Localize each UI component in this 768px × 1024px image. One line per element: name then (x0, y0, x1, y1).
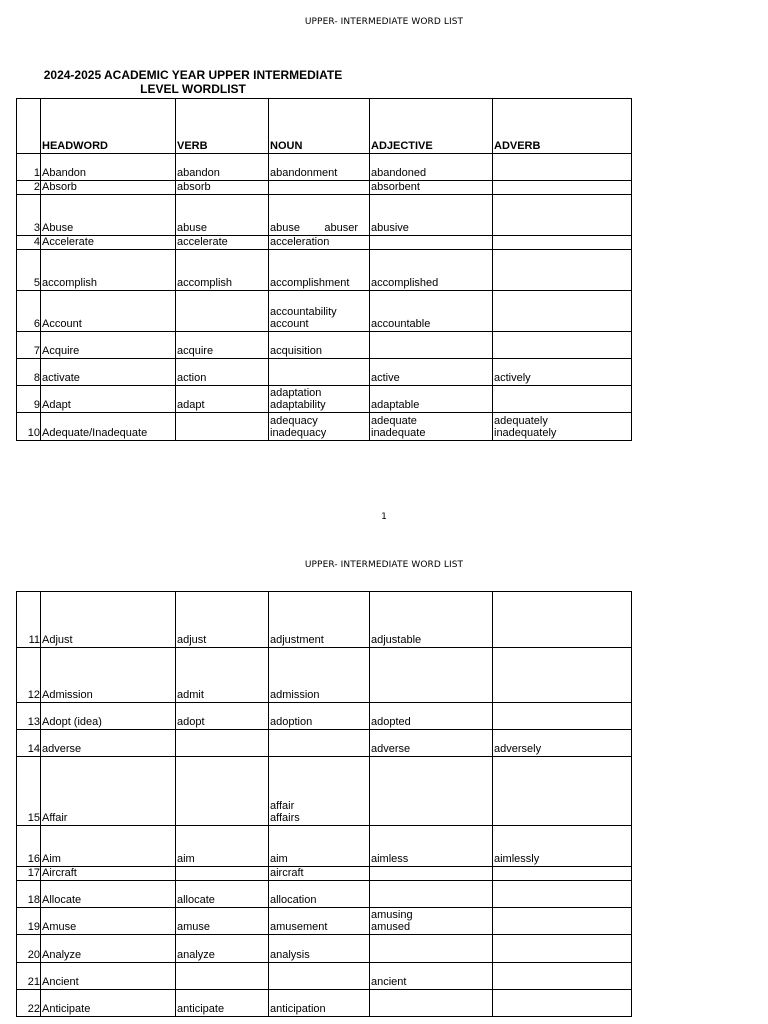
noun-form: anticipation (270, 1003, 326, 1015)
document-title (28, 68, 358, 96)
noun-form: affairs (270, 812, 300, 824)
table-row (17, 881, 632, 908)
adverb-cell (493, 730, 632, 757)
table-row (17, 332, 632, 359)
table-row (17, 935, 632, 963)
adjective-form: abusive (371, 222, 409, 234)
headword-cell: Anticipate (41, 990, 176, 1017)
headword-cell: Affair (41, 757, 176, 826)
adjective-form: adopted (371, 716, 411, 728)
table-row (17, 291, 632, 332)
table-row (17, 648, 632, 703)
adverb-cell (493, 291, 632, 332)
column-header-adverb: ADVERB (493, 99, 632, 154)
row-number: 21 (17, 963, 41, 990)
adverb-cell (493, 935, 632, 963)
table-row (17, 250, 632, 291)
adjective-cell (370, 332, 493, 359)
noun-form: amusement (270, 921, 328, 933)
adjective-form: accountable (371, 318, 431, 330)
row-number: 6 (17, 291, 41, 332)
noun-cell (269, 881, 370, 908)
noun-cell (269, 250, 370, 291)
table-row (17, 730, 632, 757)
verb-cell: adopt (176, 703, 269, 730)
verb-cell (176, 413, 269, 441)
table-header-row (17, 99, 632, 154)
verb-cell: amuse (176, 908, 269, 935)
row-number: 20 (17, 935, 41, 963)
adjective-form: absorbent (371, 181, 420, 193)
page-header-2: UPPER- INTERMEDIATE WORD LIST (304, 560, 464, 570)
headword-cell: Account (41, 291, 176, 332)
headword-cell: Admission (41, 648, 176, 703)
noun-cell (269, 332, 370, 359)
noun-form: adjustment (270, 634, 324, 646)
noun-form: aircraft (270, 867, 304, 879)
column-header-number (17, 99, 41, 154)
row-number: 10 (17, 413, 41, 441)
adjective-cell (370, 730, 493, 757)
headword-cell: Adequate/Inadequate (41, 413, 176, 441)
table-row (17, 236, 632, 250)
headword-cell: Allocate (41, 881, 176, 908)
row-number: 2 (17, 181, 41, 195)
row-number: 11 (17, 592, 41, 648)
verb-cell: abandon (176, 154, 269, 181)
adjective-cell (370, 703, 493, 730)
headword-cell: accomplish (41, 250, 176, 291)
headword-cell: Acquire (41, 332, 176, 359)
verb-cell (176, 867, 269, 881)
adjective-cell (370, 359, 493, 386)
adverb-cell (493, 250, 632, 291)
noun-cell (269, 867, 370, 881)
adjective-cell (370, 881, 493, 908)
table-row (17, 867, 632, 881)
adverb-cell (493, 386, 632, 413)
verb-cell: acquire (176, 332, 269, 359)
noun-cell (269, 935, 370, 963)
adverb-cell (493, 648, 632, 703)
noun-cell (269, 703, 370, 730)
noun-form: accomplishment (270, 277, 350, 289)
adverb-cell (493, 195, 632, 236)
adverb-cell (493, 332, 632, 359)
noun-cell (269, 413, 370, 441)
noun-cell (269, 359, 370, 386)
adjective-cell (370, 867, 493, 881)
table-row (17, 359, 632, 386)
adverb-cell (493, 757, 632, 826)
adjective-form: amusing (371, 909, 413, 921)
verb-cell: admit (176, 648, 269, 703)
table-row (17, 195, 632, 236)
noun-cell (269, 236, 370, 250)
adverb-cell (493, 990, 632, 1017)
verb-cell: action (176, 359, 269, 386)
adjective-cell (370, 195, 493, 236)
verb-cell (176, 291, 269, 332)
verb-cell: accomplish (176, 250, 269, 291)
adjective-cell (370, 291, 493, 332)
adjective-form: adverse (371, 743, 411, 755)
adjective-form: adequate (371, 415, 417, 427)
verb-cell: adapt (176, 386, 269, 413)
noun-form: adaptation (270, 387, 322, 399)
noun-form: allocation (270, 894, 317, 906)
noun-form: abuser (324, 222, 358, 234)
noun-form: adequacy (270, 415, 318, 427)
adverb-cell (493, 236, 632, 250)
adjective-form: active (371, 372, 400, 384)
row-number: 22 (17, 990, 41, 1017)
adjective-form: adaptable (371, 399, 420, 411)
adverb-cell (493, 867, 632, 881)
adjective-form: accomplished (371, 277, 439, 289)
noun-cell (269, 908, 370, 935)
adverb-form: adequately (494, 415, 548, 427)
noun-form: accountability (270, 306, 337, 318)
adverb-cell (493, 963, 632, 990)
headword-cell: Absorb (41, 181, 176, 195)
table-row (17, 963, 632, 990)
row-number: 14 (17, 730, 41, 757)
verb-cell: adjust (176, 592, 269, 648)
headword-cell: Abuse (41, 195, 176, 236)
headword-cell: Aim (41, 826, 176, 867)
adverb-form: aimlessly (494, 853, 540, 865)
adjective-form: amused (371, 921, 411, 933)
adverb-cell (493, 881, 632, 908)
headword-cell: Accelerate (41, 236, 176, 250)
adverb-cell (493, 154, 632, 181)
adverb-form: adversely (494, 743, 542, 755)
noun-form: account (270, 318, 309, 330)
adjective-cell (370, 154, 493, 181)
table-row (17, 908, 632, 935)
verb-cell (176, 757, 269, 826)
page-header-1: UPPER- INTERMEDIATE WORD LIST (304, 17, 464, 27)
noun-cell (269, 181, 370, 195)
headword-cell: adverse (41, 730, 176, 757)
adjective-cell (370, 181, 493, 195)
headword-cell: Amuse (41, 908, 176, 935)
noun-cell (269, 826, 370, 867)
noun-cell (269, 990, 370, 1017)
adjective-cell (370, 826, 493, 867)
adjective-cell (370, 413, 493, 441)
table-row (17, 413, 632, 441)
noun-split (270, 222, 358, 234)
noun-cell (269, 963, 370, 990)
row-number: 16 (17, 826, 41, 867)
verb-cell: anticipate (176, 990, 269, 1017)
wordlist-table-page-1 (16, 98, 632, 441)
table-row (17, 181, 632, 195)
headword-cell: Adjust (41, 592, 176, 648)
title-line-1: 2024-2025 ACADEMIC YEAR UPPER INTERMEDIATE (43, 68, 343, 82)
adverb-cell (493, 592, 632, 648)
adjective-form: adjustable (371, 634, 422, 646)
adjective-cell (370, 963, 493, 990)
verb-cell: abuse (176, 195, 269, 236)
adjective-cell (370, 250, 493, 291)
adjective-form: abandoned (371, 167, 427, 179)
table-row (17, 990, 632, 1017)
column-header-noun: NOUN (269, 99, 370, 154)
adjective-cell (370, 935, 493, 963)
table-row (17, 386, 632, 413)
noun-form: affair (270, 800, 295, 812)
noun-form: acceleration (270, 236, 330, 248)
noun-cell (269, 291, 370, 332)
row-number: 15 (17, 757, 41, 826)
noun-form: aim (270, 853, 288, 865)
noun-form: inadequacy (270, 427, 327, 439)
row-number: 17 (17, 867, 41, 881)
row-number: 18 (17, 881, 41, 908)
noun-cell (269, 592, 370, 648)
noun-cell (269, 757, 370, 826)
adverb-cell (493, 908, 632, 935)
headword-cell: Abandon (41, 154, 176, 181)
headword-cell: Adapt (41, 386, 176, 413)
headword-cell: activate (41, 359, 176, 386)
noun-form: adaptability (270, 399, 326, 411)
column-header-adjective: ADJECTIVE (370, 99, 493, 154)
adverb-form: inadequately (494, 427, 557, 439)
table-row (17, 826, 632, 867)
wordlist-table-page-2 (16, 591, 632, 1017)
row-number: 13 (17, 703, 41, 730)
adjective-cell (370, 990, 493, 1017)
headword-cell: Analyze (41, 935, 176, 963)
verb-cell (176, 730, 269, 757)
row-number: 7 (17, 332, 41, 359)
page-number: 1 (381, 512, 387, 522)
verb-cell: allocate (176, 881, 269, 908)
row-number: 19 (17, 908, 41, 935)
adjective-form: ancient (371, 976, 407, 988)
adjective-cell (370, 386, 493, 413)
row-number: 3 (17, 195, 41, 236)
verb-cell (176, 963, 269, 990)
adverb-cell (493, 359, 632, 386)
verb-cell: accelerate (176, 236, 269, 250)
column-header-verb: VERB (176, 99, 269, 154)
noun-cell (269, 154, 370, 181)
noun-cell (269, 648, 370, 703)
adjective-cell (370, 757, 493, 826)
adjective-cell (370, 236, 493, 250)
noun-form: abuse (270, 222, 300, 234)
noun-form: abandonment (270, 167, 338, 179)
noun-cell (269, 386, 370, 413)
adjective-cell (370, 648, 493, 703)
adjective-form: aimless (371, 853, 409, 865)
noun-form: adoption (270, 716, 313, 728)
column-header-headword: HEADWORD (41, 99, 176, 154)
row-number: 12 (17, 648, 41, 703)
noun-cell (269, 195, 370, 236)
row-number: 8 (17, 359, 41, 386)
adverb-cell (493, 826, 632, 867)
title-line-2: LEVEL WORDLIST (140, 82, 246, 96)
row-number: 1 (17, 154, 41, 181)
verb-cell: analyze (176, 935, 269, 963)
table-row (17, 703, 632, 730)
adverb-cell (493, 703, 632, 730)
noun-form: analysis (270, 949, 310, 961)
adjective-cell (370, 592, 493, 648)
noun-form: acquisition (270, 345, 322, 357)
row-number: 5 (17, 250, 41, 291)
table-row (17, 592, 632, 648)
headword-cell: Ancient (41, 963, 176, 990)
row-number: 9 (17, 386, 41, 413)
adjective-form: inadequate (371, 427, 426, 439)
verb-cell: absorb (176, 181, 269, 195)
noun-cell (269, 730, 370, 757)
verb-cell: aim (176, 826, 269, 867)
row-number: 4 (17, 236, 41, 250)
adverb-form: actively (494, 372, 531, 384)
adverb-cell (493, 181, 632, 195)
headword-cell: Adopt (idea) (41, 703, 176, 730)
table-row (17, 154, 632, 181)
adjective-cell (370, 908, 493, 935)
table-row (17, 757, 632, 826)
noun-form: admission (270, 689, 320, 701)
adverb-cell (493, 413, 632, 441)
headword-cell: Aircraft (41, 867, 176, 881)
